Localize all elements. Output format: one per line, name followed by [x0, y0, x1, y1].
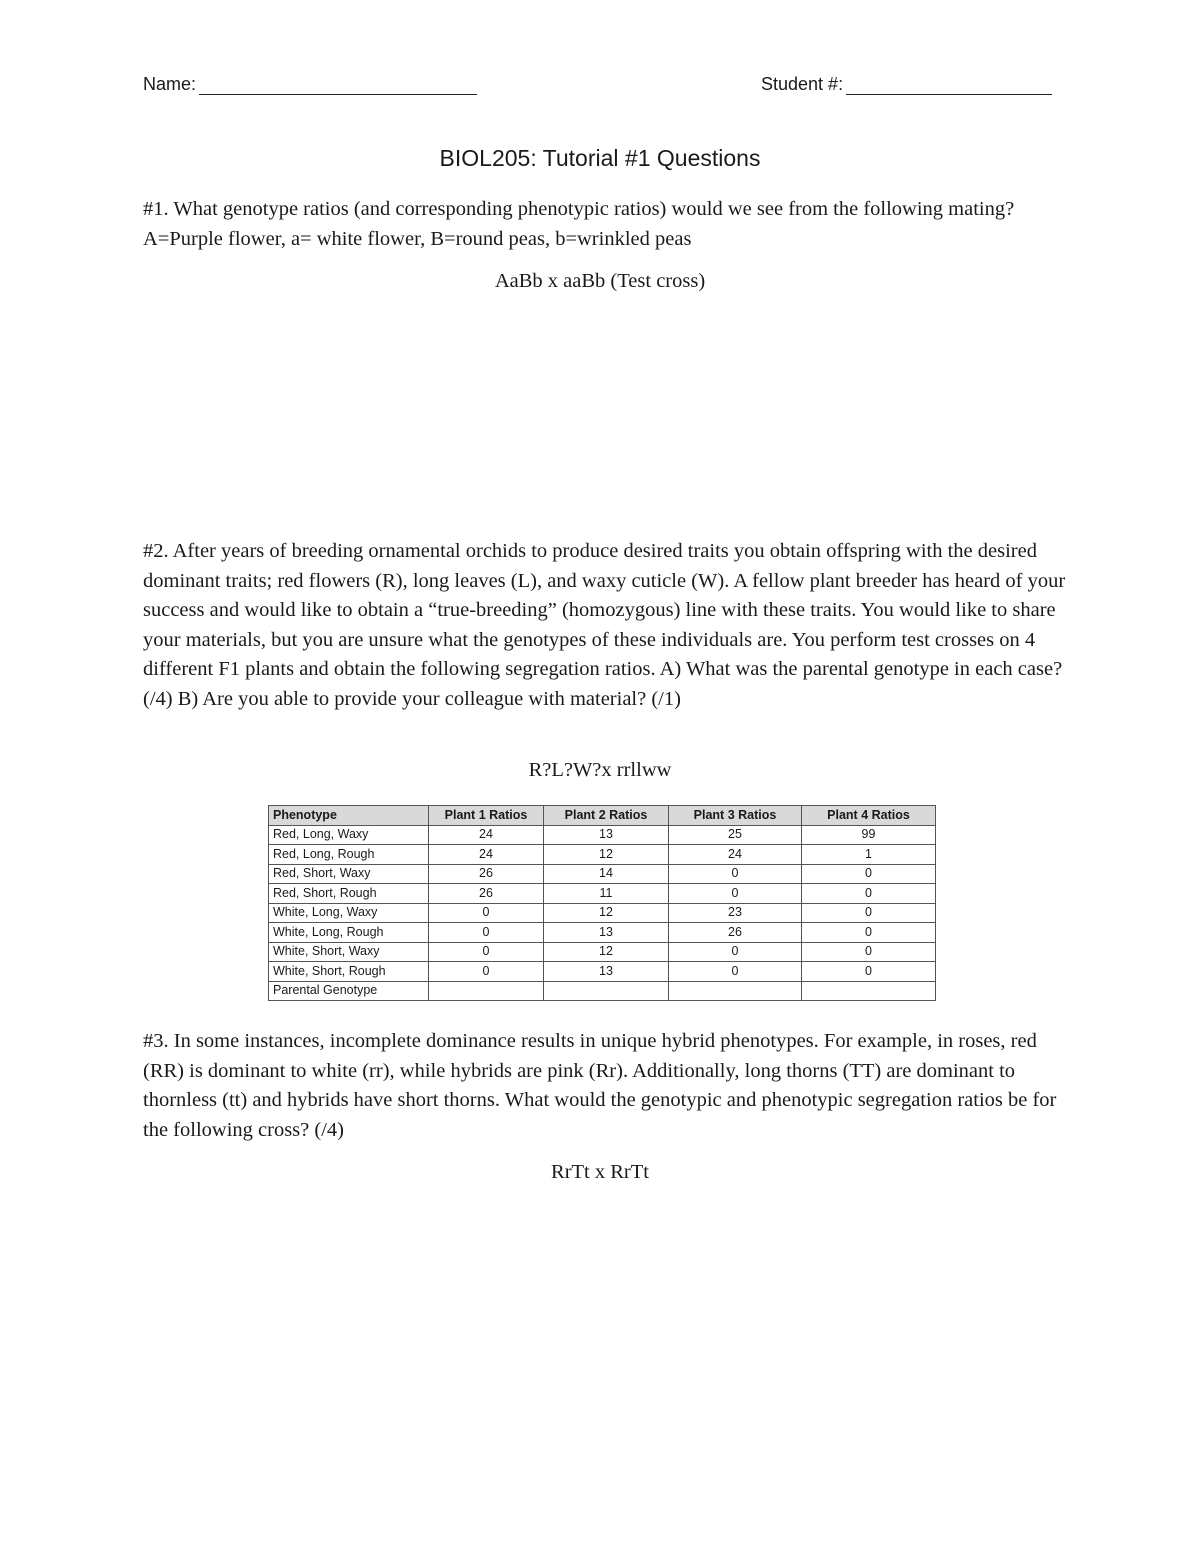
table-cell: Red, Short, Rough: [269, 884, 429, 904]
table-cell: Parental Genotype: [269, 981, 429, 1001]
segregation-ratio-table: [268, 805, 936, 1001]
column-header: Plant 4 Ratios: [802, 806, 936, 826]
table-cell: 1: [802, 845, 936, 865]
table-cell: 0: [429, 962, 544, 982]
table-row: [269, 962, 936, 982]
table-cell: 99: [802, 825, 936, 845]
table-cell: 13: [544, 825, 669, 845]
table-cell: 24: [429, 845, 544, 865]
question-3-cross: RrTt x RrTt: [551, 1161, 649, 1183]
column-header: Phenotype: [269, 806, 429, 826]
parental-genotype-answer-cell[interactable]: [802, 981, 936, 1001]
table-cell: Red, Long, Rough: [269, 845, 429, 865]
column-header: Plant 3 Ratios: [669, 806, 802, 826]
page-title: BIOL205: Tutorial #1 Questions: [439, 145, 761, 171]
table-cell: 12: [544, 903, 669, 923]
table-cell: 26: [669, 923, 802, 943]
question-1-text: #1. What genotype ratios (and corresponding phenotypic ratios) would we see from the following mating? A=Purple flower, a= white flower, B=round peas, b=wrinkled peas: [143, 198, 1015, 250]
table-row: [269, 942, 936, 962]
parental-genotype-answer-cell[interactable]: [669, 981, 802, 1001]
table-cell: 24: [669, 845, 802, 865]
table-row: [269, 923, 936, 943]
table-cell: 0: [429, 923, 544, 943]
header-fields: [143, 74, 1061, 100]
table-cell: 0: [669, 962, 802, 982]
table-cell: Red, Long, Waxy: [269, 825, 429, 845]
table-cell: 13: [544, 923, 669, 943]
column-header: Plant 2 Ratios: [544, 806, 669, 826]
table-cell: 12: [544, 845, 669, 865]
table-row: [269, 903, 936, 923]
parental-genotype-answer-cell[interactable]: [429, 981, 544, 1001]
name-field[interactable]: [143, 74, 477, 95]
question-3-text: #3. In some instances, incomplete dominance results in unique hybrid phenotypes. For example, in roses, red (RR) is dominant to white (rr), while hybrids are pink (Rr). Additionally, long thorns (TT) are dominant to thornless (tt) and hybrids have short thorns. What would the genotypic and phenotypic segregation ratios be for the following cross? (/4): [143, 1030, 1057, 1141]
table-cell: 0: [802, 923, 936, 943]
table-row: [269, 864, 936, 884]
table-cell: 13: [544, 962, 669, 982]
table-cell: White, Short, Waxy: [269, 942, 429, 962]
table-cell: Red, Short, Waxy: [269, 864, 429, 884]
question-2-text: #2. After years of breeding ornamental orchids to produce desired traits you obtain offspring with the desired dominant traits; red flowers (R), long leaves (L), and waxy cuticle (W). A fellow plant breeder has heard of your success and would like to obtain a “true-breeding” (homozygous) line with these traits. You would like to share your materials, but you are unsure what the genotypes of these individuals are. You perform test crosses on 4 different F1 plants and obtain the following segregation ratios. A) What was the parental genotype in each case? (/4) B) Are you able to provide your colleague with material? (/1): [143, 540, 1066, 710]
name-label: Name:: [143, 74, 197, 94]
question-2-cross: R?L?W?x rrllww: [528, 759, 672, 781]
table-cell: 0: [669, 942, 802, 962]
table-cell: 23: [669, 903, 802, 923]
table-cell: White, Long, Waxy: [269, 903, 429, 923]
table-header-row: [269, 806, 936, 826]
table-cell: 0: [429, 903, 544, 923]
table-cell: 24: [429, 825, 544, 845]
student-number-blank-line[interactable]: [846, 76, 1052, 95]
table-cell: 26: [429, 864, 544, 884]
table-row: [269, 825, 936, 845]
table-row: [269, 884, 936, 904]
question-1-cross: AaBb x aaBb (Test cross): [494, 270, 706, 292]
table-cell: 11: [544, 884, 669, 904]
table-row: [269, 845, 936, 865]
table-cell: 0: [802, 942, 936, 962]
table-cell: 0: [669, 864, 802, 884]
table-cell: 0: [802, 903, 936, 923]
table-cell: 14: [544, 864, 669, 884]
parental-genotype-answer-cell[interactable]: [544, 981, 669, 1001]
table-cell: 0: [669, 884, 802, 904]
parental-genotype-row: [269, 981, 936, 1001]
table-cell: 25: [669, 825, 802, 845]
table-cell: White, Short, Rough: [269, 962, 429, 982]
table-cell: 0: [429, 942, 544, 962]
table-cell: 0: [802, 962, 936, 982]
student-number-field[interactable]: [761, 74, 1052, 95]
student-number-label: Student #:: [761, 74, 844, 94]
table-cell: 12: [544, 942, 669, 962]
name-blank-line[interactable]: [199, 76, 477, 95]
table-cell: 26: [429, 884, 544, 904]
table-cell: White, Long, Rough: [269, 923, 429, 943]
table-cell: 0: [802, 884, 936, 904]
table-cell: 0: [802, 864, 936, 884]
column-header: Plant 1 Ratios: [429, 806, 544, 826]
